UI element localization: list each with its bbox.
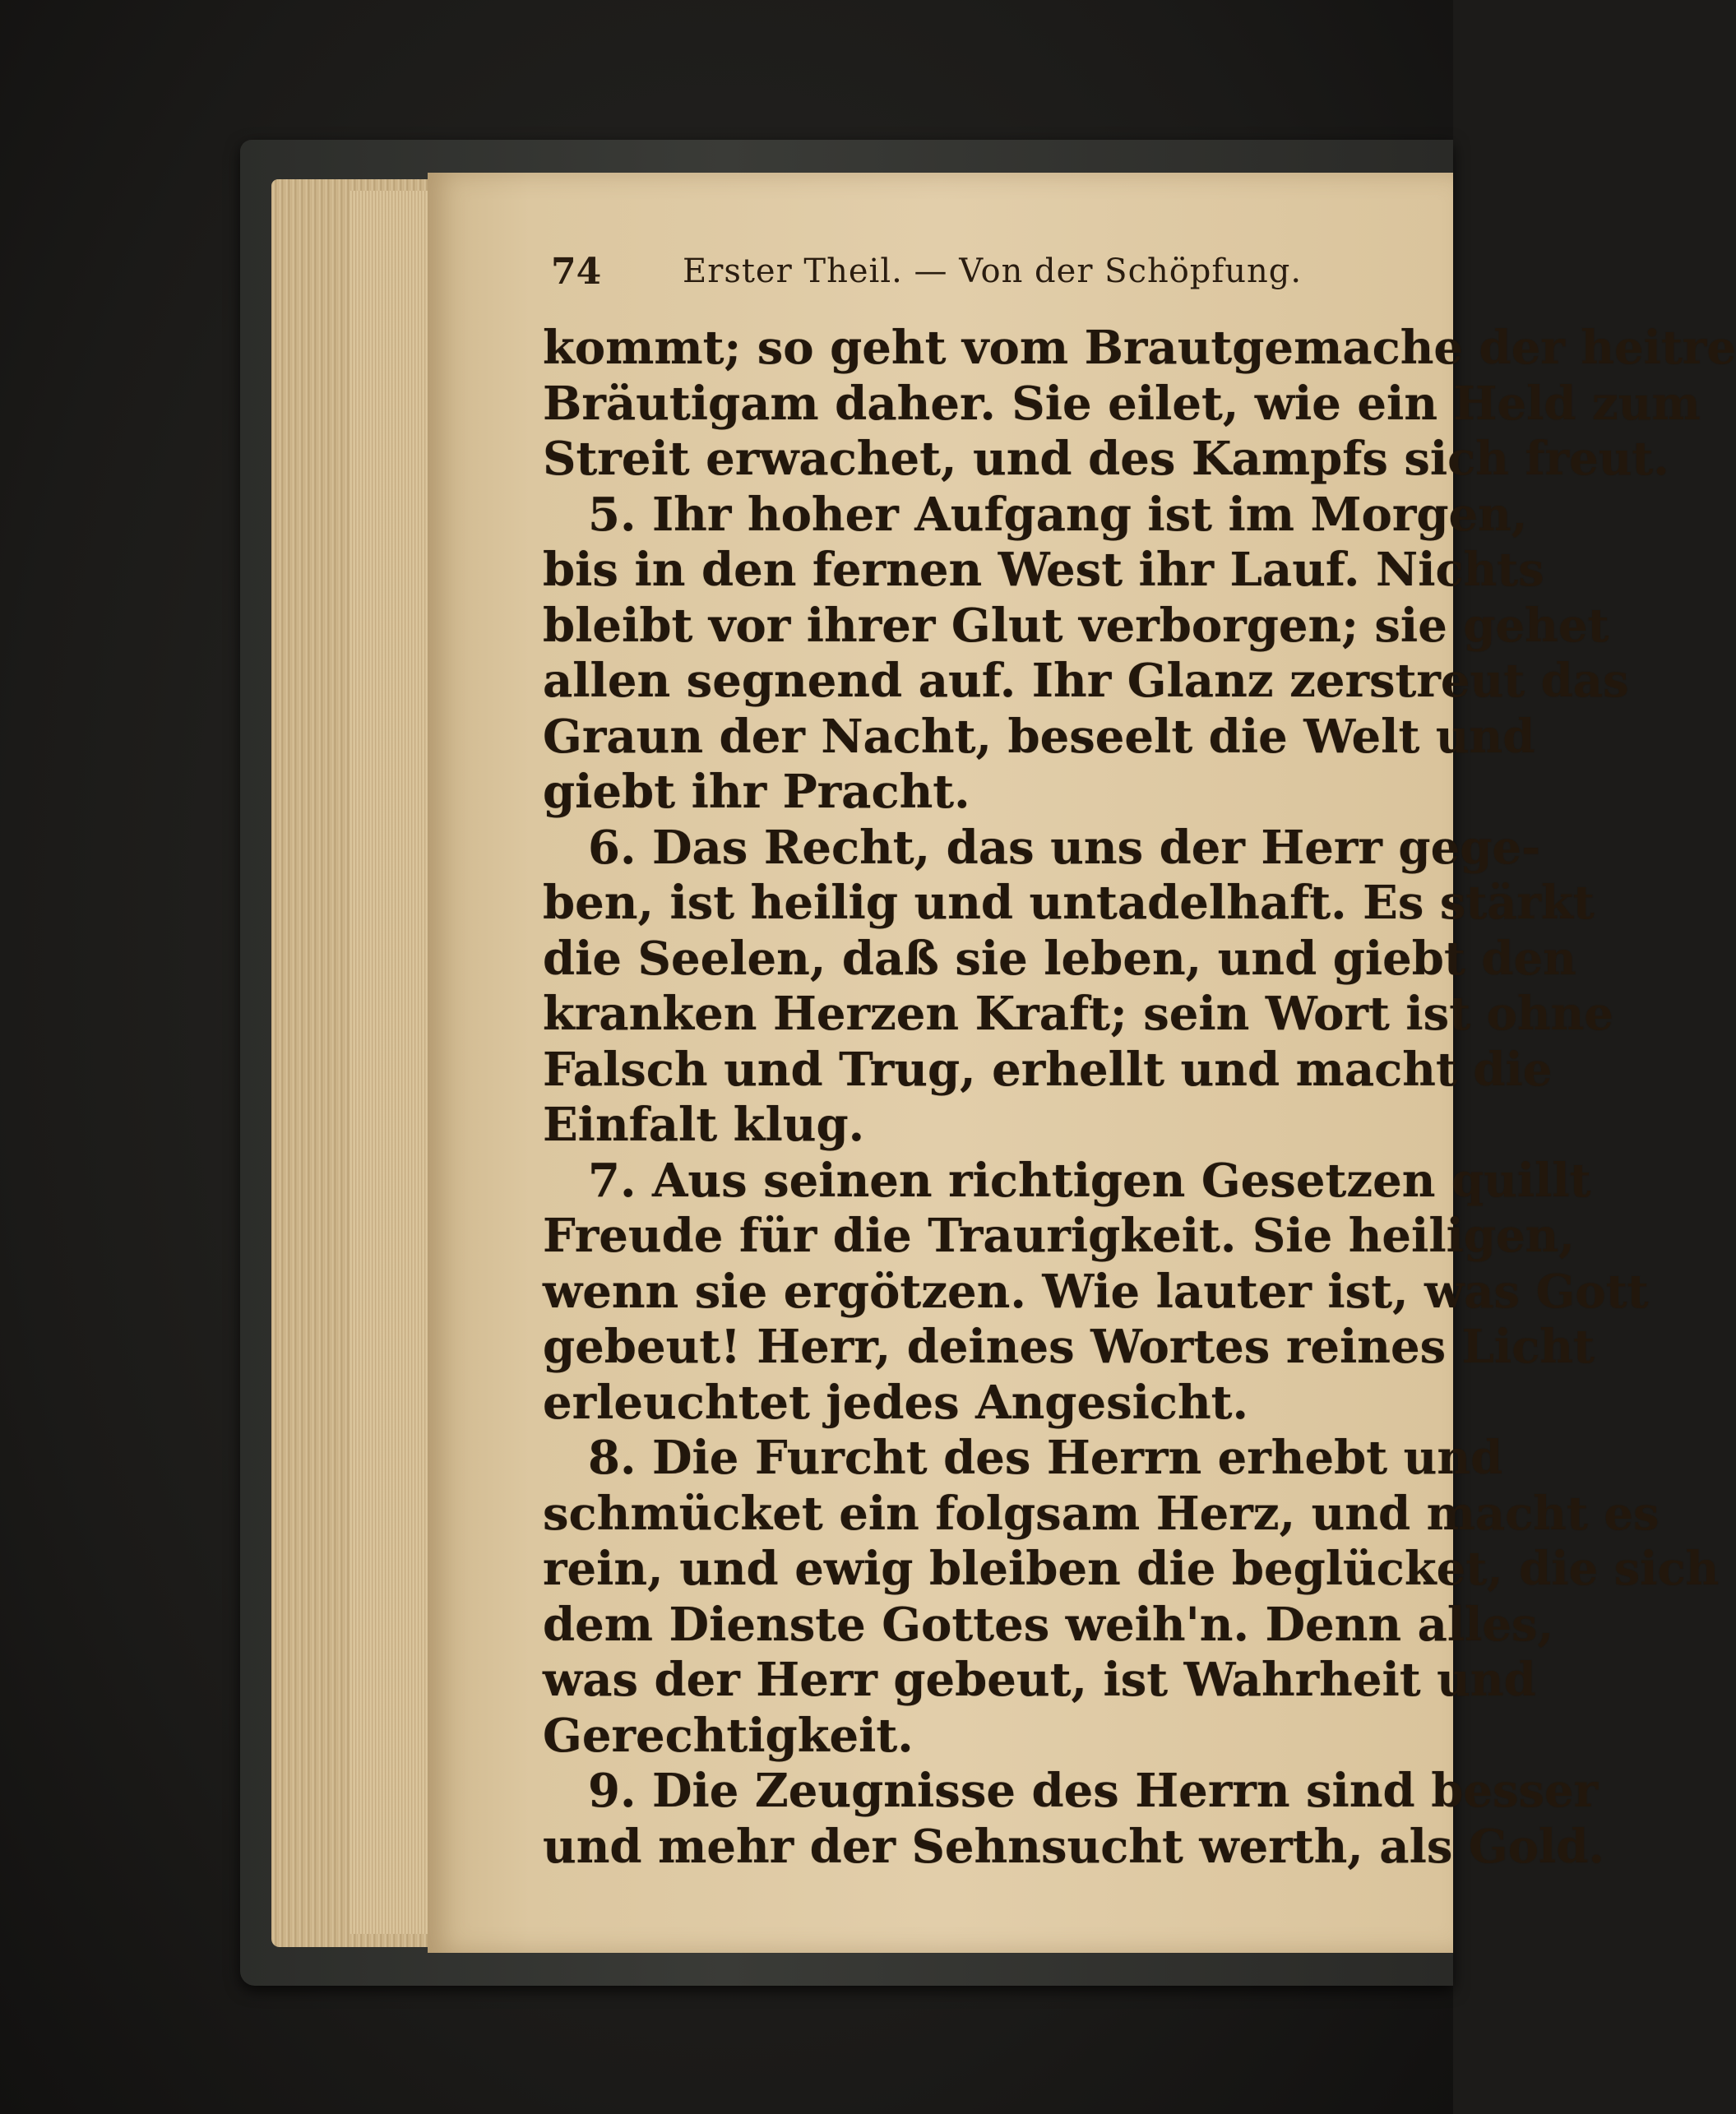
text-line: Freude für die Traurigkeit. Sie heiligen, bbox=[543, 1209, 1575, 1263]
text-line: erleuchtet jedes Angesicht. bbox=[543, 1375, 1249, 1430]
text-line: kommt; so geht vom Brautgemache der heitre bbox=[543, 321, 1736, 375]
text-line: 9. Die Zeugnisse des Herrn sind besser bbox=[588, 1764, 1599, 1818]
text-line: was der Herr gebeut, ist Wahrheit und bbox=[543, 1653, 1536, 1707]
text-line: kranken Herzen Kraft; sein Wort ist ohne bbox=[543, 987, 1613, 1041]
body-text bbox=[543, 321, 1736, 1875]
text-line: giebt ihr Pracht. bbox=[543, 765, 970, 819]
text-line: gebeut! Herr, deines Wortes reines Licht bbox=[543, 1320, 1595, 1374]
page-header bbox=[551, 251, 1423, 308]
text-line: Falsch und Trug, erhellt und macht die bbox=[543, 1042, 1553, 1097]
text-line: die Seelen, daß sie leben, und giebt den bbox=[543, 931, 1576, 986]
text-line: Einfalt klug. bbox=[543, 1098, 865, 1152]
book-page bbox=[428, 173, 1736, 1953]
text-line: bleibt vor ihrer Glut verborgen; sie gehet bbox=[543, 598, 1609, 653]
text-line: Streit erwachet, und des Kampfs sich freut. bbox=[543, 432, 1669, 486]
text-line: 6. Das Recht, das uns der Herr gege- bbox=[588, 820, 1541, 875]
text-line: Bräutigam daher. Sie eilet, wie ein Held zum bbox=[543, 376, 1701, 431]
text-line: und mehr der Sehnsucht werth, als Gold. bbox=[543, 1819, 1604, 1874]
text-line: rein, und ewig bleiben die beglücket, die sich bbox=[543, 1542, 1720, 1596]
text-line: 5. Ihr hoher Aufgang ist im Morgen, bbox=[588, 487, 1528, 542]
text-line: 7. Aus seinen richtigen Gesetzen quillt bbox=[588, 1153, 1591, 1208]
text-line: allen segnend auf. Ihr Glanz zerstreut das bbox=[543, 654, 1629, 708]
text-line: Gerechtigkeit. bbox=[543, 1708, 914, 1763]
text-line: bis in den fernen West ihr Lauf. Nichts bbox=[543, 543, 1544, 597]
page-edges-inner bbox=[350, 191, 440, 1934]
text-line: dem Dienste Gottes weih'n. Denn alles, bbox=[543, 1597, 1554, 1652]
text-line: schmücket ein folgsam Herz, und macht es bbox=[543, 1486, 1660, 1541]
running-head: Erster Theil. — Von der Schöpfung. bbox=[683, 252, 1303, 290]
text-line: 8. Die Furcht des Herrn erhebt und bbox=[588, 1431, 1503, 1485]
text-line: wenn sie ergötzen. Wie lauter ist, was Gott bbox=[543, 1264, 1649, 1319]
text-line: ben, ist heilig und untadelhaft. Es stärkt bbox=[543, 876, 1595, 930]
text-line: Graun der Nacht, beseelt die Welt und bbox=[543, 709, 1535, 764]
page-number: 74 bbox=[551, 251, 602, 293]
